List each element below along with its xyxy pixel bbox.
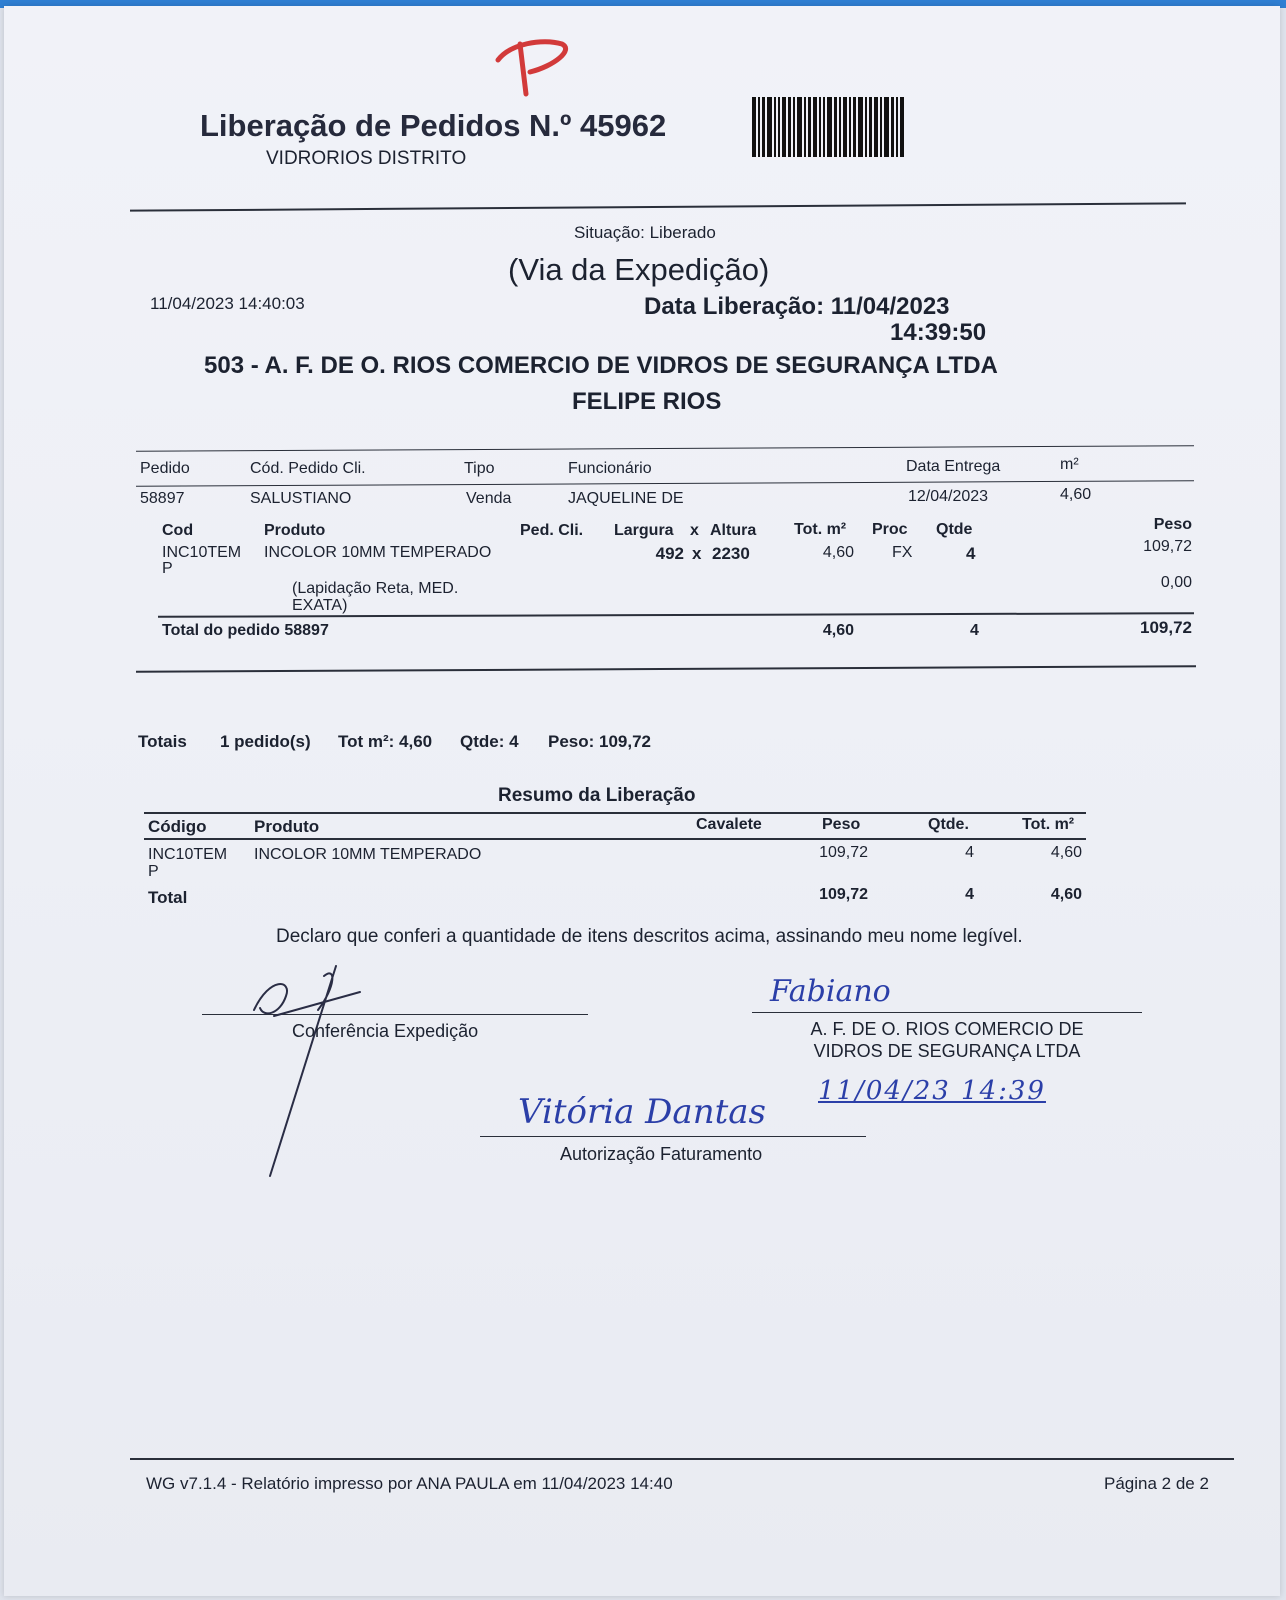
- item-largura: 492: [655, 544, 684, 563]
- header-divider: [130, 202, 1186, 211]
- autorizacao-label: Autorização Faturamento: [560, 1144, 763, 1164]
- item-header-cod: Cod: [162, 522, 194, 539]
- item-header-ped-cli: Ped. Cli.: [520, 522, 584, 539]
- client-signature: Fabiano: [770, 974, 891, 1009]
- signature-line-client: [752, 1012, 1142, 1013]
- declaration-text: Declaro que conferi a quantidade de itens descritos acima, assinando meu nome legível.: [276, 926, 1023, 947]
- resumo-header-tot-m2: Tot. m²: [1022, 816, 1075, 833]
- client-contact-name: FELIPE RIOS: [572, 388, 722, 415]
- item-tot-m2: 4,60: [822, 544, 854, 561]
- footer-rule: [130, 1458, 1234, 1460]
- item-proc: FX: [892, 544, 913, 561]
- resumo-produto: INCOLOR 10MM TEMPERADO: [254, 846, 482, 863]
- order-header-rule: [136, 480, 1194, 487]
- conferencia-signature: [240, 936, 500, 1166]
- item-header-tot-m2: Tot. m²: [794, 521, 847, 538]
- resumo-top-rule: [144, 812, 1086, 814]
- item-cod-line1: INC10TEM: [162, 544, 242, 561]
- signature-line-autorizacao: [480, 1136, 866, 1137]
- resumo-qtde: 4: [965, 844, 974, 861]
- client-name-line2: VIDROS DE SEGURANÇA LTDA: [813, 1041, 1081, 1061]
- item-header-altura: Altura: [710, 522, 757, 539]
- totals-pedidos: 1 pedido(s): [220, 732, 311, 751]
- client-name-line1: A. F. DE O. RIOS COMERCIO DE: [810, 1019, 1084, 1039]
- resumo-codigo-line2: P: [148, 863, 159, 880]
- release-time: 14:39:50: [890, 319, 987, 346]
- order-table-top-rule: [136, 445, 1194, 452]
- item-x: x: [692, 544, 702, 563]
- item-note-line2: EXATA): [292, 597, 348, 614]
- order-tipo-value: Venda: [466, 490, 512, 507]
- resumo-total-label: Total: [148, 888, 188, 907]
- order-data-entrega-value: 12/04/2023: [908, 488, 989, 505]
- totals-peso: Peso: 109,72: [548, 732, 652, 751]
- order-cod-cli-value: SALUSTIANO: [250, 490, 352, 507]
- footer-print-info: WG v7.1.4 - Relatório impresso por ANA PAULA em 11/04/2023 14:40: [146, 1474, 673, 1493]
- col-header-funcionario: Funcionário: [568, 460, 652, 477]
- order-table-bottom-rule: [136, 665, 1196, 673]
- col-header-pedido: Pedido: [140, 460, 190, 477]
- print-datetime: 11/04/2023 14:40:03: [150, 294, 305, 313]
- status-label: Situação: Liberado: [574, 223, 716, 242]
- resumo-total-peso: 109,72: [819, 886, 868, 903]
- col-header-data-entrega: Data Entrega: [906, 458, 1001, 475]
- item-header-qtde: Qtde: [936, 521, 973, 538]
- item-header-peso: Peso: [1153, 516, 1192, 533]
- resumo-header-produto: Produto: [254, 817, 320, 836]
- resumo-header-rule: [144, 838, 1086, 840]
- item-header-largura: Largura: [614, 522, 674, 539]
- item-header-proc: Proc: [872, 521, 908, 538]
- totals-label: Totais: [138, 732, 187, 751]
- resumo-header-codigo: Código: [148, 817, 207, 836]
- item-produto: INCOLOR 10MM TEMPERADO: [264, 544, 492, 561]
- order-m2-value: 4,60: [1060, 486, 1092, 503]
- col-header-tipo: Tipo: [464, 460, 495, 477]
- item-qtde: 4: [966, 544, 976, 563]
- item-header-x: x: [690, 522, 699, 539]
- barcode: [752, 97, 942, 157]
- item-header-produto: Produto: [264, 522, 326, 539]
- resumo-header-qtde: Qtde.: [928, 816, 969, 833]
- release-date: Data Liberação: 11/04/2023: [644, 293, 950, 320]
- handwritten-p-mark: [490, 32, 580, 102]
- resumo-header-peso: Peso: [822, 816, 861, 833]
- resumo-total-qtde: 4: [965, 886, 974, 903]
- company-subtitle: VIDRORIOS DISTRITO: [266, 148, 467, 169]
- document-title: Liberação de Pedidos N.º 45962: [200, 108, 667, 143]
- order-funcionario-value: JAQUELINE DE: [568, 490, 684, 507]
- col-header-m2: m²: [1060, 456, 1079, 473]
- order-total-peso: 109,72: [1140, 618, 1192, 637]
- resumo-codigo-line1: INC10TEM: [148, 846, 228, 863]
- resumo-header-cavalete: Cavalete: [696, 816, 762, 833]
- footer-page-number: Página 2 de 2: [1104, 1474, 1209, 1493]
- order-total-label: Total do pedido 58897: [162, 622, 329, 639]
- order-total-m2: 4,60: [822, 622, 854, 639]
- resumo-peso: 109,72: [819, 844, 868, 861]
- item-note-line1: (Lapidação Reta, MED.: [292, 580, 459, 597]
- resumo-tot-m2: 4,60: [1050, 844, 1082, 861]
- item-cod-line2: P: [162, 560, 173, 577]
- client-handwritten-date: 11/04/23 14:39: [818, 1076, 1046, 1106]
- resumo-total-tot-m2: 4,60: [1050, 886, 1082, 903]
- item-peso: 109,72: [1143, 538, 1192, 555]
- resumo-title: Resumo da Liberação: [498, 785, 696, 806]
- order-total-qtde: 4: [970, 622, 979, 639]
- client-company-name: 503 - A. F. DE O. RIOS COMERCIO DE VIDROS DE SEGURANÇA LTDA: [204, 352, 998, 379]
- item-altura: 2230: [712, 544, 750, 563]
- item-note-peso: 0,00: [1160, 574, 1192, 591]
- col-header-cod-pedido-cli: Cód. Pedido Cli.: [250, 460, 366, 477]
- order-pedido-value: 58897: [140, 490, 185, 507]
- totals-m2: Tot m²: 4,60: [338, 732, 433, 751]
- document-page: [4, 6, 1280, 1596]
- autorizacao-signature: Vitória Dantas: [518, 1092, 766, 1132]
- via-label: (Via da Expedição): [508, 252, 770, 287]
- conferencia-label: Conferência Expedição: [292, 1021, 479, 1041]
- totals-qtde: Qtde: 4: [460, 732, 519, 751]
